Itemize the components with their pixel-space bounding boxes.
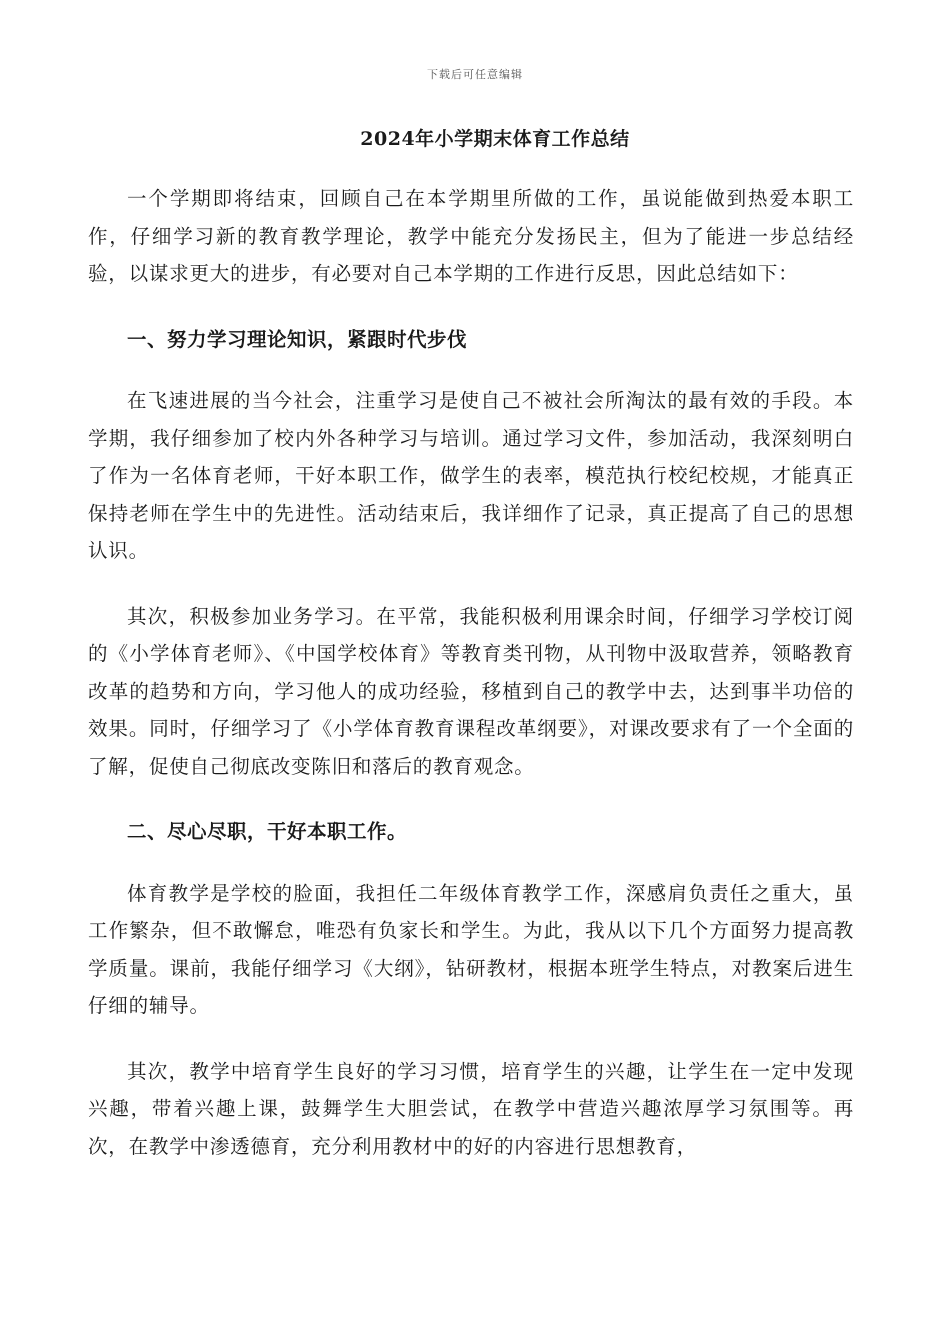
section-2-heading: 二、尽心尽职，干好本职工作。 [127,820,408,843]
intro-paragraph: 一个学期即将结束，回顾自己在本学期里所做的工作，虽说能做到热爱本职工作，仔细学习新的教育教学理论，教学中能充分发扬民主，但为了能进一步总结经验，以谋求更大的进步，有必要对自己本学期的工作进行反思，因此总结如下： [88,187,854,285]
section-1-heading: 一、努力学习理论知识，紧跟时代步伐 [127,327,468,351]
section-1-paragraph-1: 在飞速进展的当今社会，注重学习是使自己不被社会所淘汰的最有效的手段。本学期，我仔细参加了校内外各种学习与培训。通过学习文件，参加活动，我深刻明白了作为一名体育老师，干好本职工作，做学生的表率，模范执行校纪校规，才能真正保持老师在学生中的先进性。活动结束后，我详细作了记录，真正提高了自己的思想认识。 [88,389,854,562]
document-body [88,180,854,1193]
section-2-paragraph-1: 体育教学是学校的脸面，我担任二年级体育教学工作，深感肩负责任之重大，虽工作繁杂，但不敢懈怠，唯恐有负家长和学生。为此，我从以下几个方面努力提高教学质量。课前，我能仔细学习《大纲》，钻研教材，根据本班学生特点，对教案后进生仔细的辅导。 [88,881,854,1017]
section-2-paragraph-2: 其次，教学中培育学生良好的学习习惯，培育学生的兴趣，让学生在一定中发现兴趣，带着兴趣上课，鼓舞学生大胆尝试，在教学中营造兴趣浓厚学习氛围等。再次，在教学中渗透德育，充分利用教材中的好的内容进行思想教育， [88,1059,854,1158]
section-1-paragraph-2: 其次，积极参加业务学习。在平常，我能积极利用课余时间，仔细学习学校订阅的《小学体育老师》、《中国学校体育》等教育类刊物，从刊物中汲取营养，领略教育改革的趋势和方向，学习他人的成功经验，移植到自己的教学中去，达到事半功倍的效果。同时，仔细学习了《小学体育教育课程改革纲要》，对课改要求有了一个全面的了解，促使自己彻底改变陈旧和落后的教育观念。 [88,604,854,778]
document-title: 2024年小学期末体育工作总结 [360,128,630,150]
header-note: 下载后可任意编辑 [427,68,523,81]
